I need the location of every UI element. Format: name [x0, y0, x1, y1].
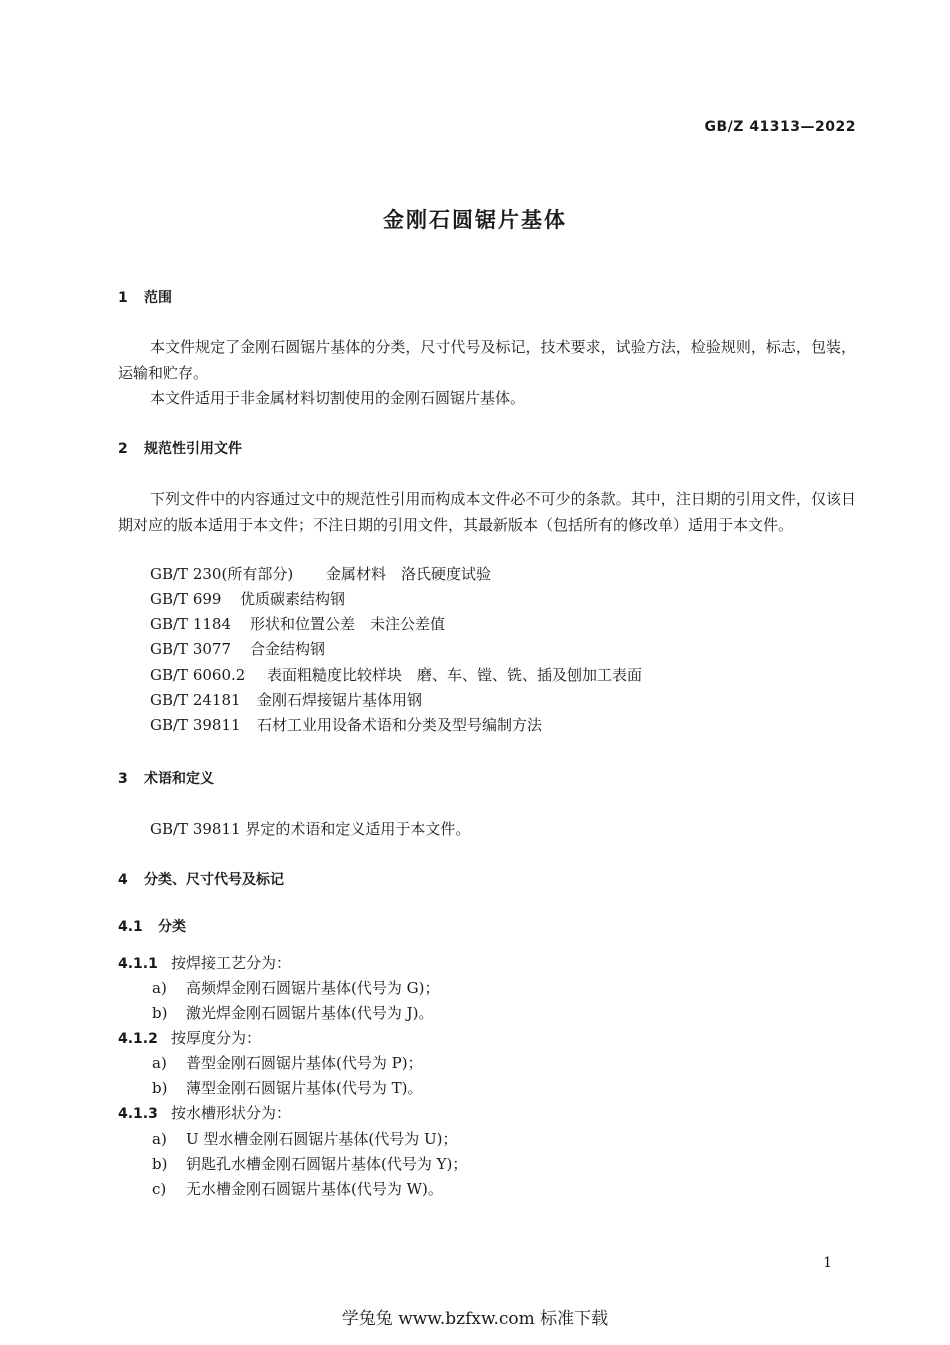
- clause-number: 4.1.3: [118, 1106, 158, 1122]
- reference-code: GB/T 230(所有部分): [150, 565, 294, 583]
- clause-4-1-3: [118, 1103, 291, 1124]
- list-item: [152, 978, 439, 998]
- list-label: c): [152, 1180, 167, 1198]
- list-text: 钥匙孔水槽金刚石圆锯片基体(代号为 Y)；: [186, 1155, 468, 1173]
- reference-code: GB/T 6060.2: [150, 666, 246, 684]
- clause-number: 4.1.1: [118, 956, 158, 972]
- list-label: a): [152, 1130, 167, 1148]
- section-4-heading: [118, 869, 284, 889]
- list-text: 激光焊金刚石圆锯片基体(代号为 J)。: [186, 1004, 434, 1022]
- reference-code: GB/T 1184: [150, 615, 232, 633]
- list-item: [152, 1179, 443, 1199]
- reference-code: GB/T 39811: [150, 716, 241, 734]
- reference-item: [150, 614, 445, 634]
- paragraph: GB/T 39811 界定的术语和定义适用于本文件。: [150, 820, 471, 838]
- reference-title: 合金结构钢: [250, 640, 326, 658]
- clause-text: 按水槽形状分为：: [171, 1104, 292, 1122]
- reference-title: 优质碳素结构钢: [240, 590, 346, 608]
- list-text: U 型水槽金刚石圆锯片基体(代号为 U)；: [186, 1130, 458, 1148]
- clause-4-1-2: [118, 1028, 261, 1049]
- section-title: 分类、尺寸代号及标记: [144, 872, 284, 888]
- paragraph: 下列文件中的内容通过文中的规范性引用而构成本文件必不可少的条款。其中，注日期的引用文件，仅该日期对应的版本适用于本文件；不注日期的引用文件，其最新版本（包括所有的修改单）适用于本文件。: [118, 490, 856, 534]
- paragraph: 本文件规定了金刚石圆锯片基体的分类，尺寸代号及标记，技术要求，试验方法，检验规则，标志，包装，运输和贮存。: [118, 338, 856, 382]
- section-title: 规范性引用文件: [144, 441, 242, 457]
- list-text: 普型金刚石圆锯片基体(代号为 P)；: [186, 1054, 423, 1072]
- document-title: 金刚石圆锯片基体: [383, 208, 567, 232]
- paragraph: 本文件适用于非金属材料切割使用的金刚石圆锯片基体。: [150, 389, 526, 407]
- reference-code: GB/T 24181: [150, 691, 241, 709]
- section-title: 范围: [144, 290, 172, 306]
- reference-title: 金属材料 洛氏硬度试验: [326, 565, 492, 583]
- list-item: [152, 1154, 467, 1174]
- reference-title: 表面粗糙度比较样块 磨、车、镗、铣、插及刨加工表面: [267, 666, 643, 684]
- section-title: 分类: [158, 919, 186, 935]
- page-number: 1: [823, 1255, 832, 1271]
- reference-title: 形状和位置公差 未注公差值: [250, 615, 446, 633]
- section-number: 1: [118, 290, 128, 306]
- section-number: 2: [118, 441, 128, 457]
- reference-item: [150, 715, 542, 735]
- clause-text: 按厚度分为：: [171, 1029, 262, 1047]
- list-label: a): [152, 979, 167, 997]
- list-text: 薄型金刚石圆锯片基体(代号为 T)。: [186, 1079, 423, 1097]
- list-label: b): [152, 1079, 168, 1097]
- section-number: 3: [118, 771, 128, 787]
- reference-code: GB/T 699: [150, 590, 222, 608]
- list-label: a): [152, 1054, 167, 1072]
- list-item: [152, 1129, 458, 1149]
- list-label: b): [152, 1004, 168, 1022]
- footer-watermark: 学兔兔 www.bzfxw.com 标准下载: [341, 1309, 609, 1329]
- section-1-heading: [118, 287, 172, 307]
- list-item: [152, 1078, 422, 1098]
- reference-item: [150, 589, 345, 609]
- reference-title: 金刚石焊接锯片基体用钢: [257, 691, 423, 709]
- subsection-4-1-heading: [118, 916, 186, 936]
- reference-code: GB/T 3077: [150, 640, 232, 658]
- reference-item: [150, 690, 422, 710]
- section-title: 术语和定义: [144, 771, 214, 787]
- clause-number: 4.1.2: [118, 1031, 158, 1047]
- section-2-heading: [118, 438, 242, 458]
- list-item: [152, 1053, 423, 1073]
- reference-item: [150, 564, 491, 584]
- reference-item: [150, 639, 325, 659]
- clause-4-1-1: [118, 953, 291, 974]
- section-number: 4: [118, 872, 128, 888]
- clause-text: 按焊接工艺分为：: [171, 954, 292, 972]
- list-text: 高频焊金刚石圆锯片基体(代号为 G)；: [186, 979, 440, 997]
- reference-title: 石材工业用设备术语和分类及型号编制方法: [257, 716, 543, 734]
- section-number: 4.1: [118, 919, 143, 935]
- section-3-heading: [118, 768, 214, 788]
- list-label: b): [152, 1155, 168, 1173]
- list-text: 无水槽金刚石圆锯片基体(代号为 W)。: [186, 1180, 443, 1198]
- list-item: [152, 1003, 434, 1023]
- standard-code: GB/Z 41313—2022: [704, 119, 856, 135]
- reference-item: [150, 665, 642, 685]
